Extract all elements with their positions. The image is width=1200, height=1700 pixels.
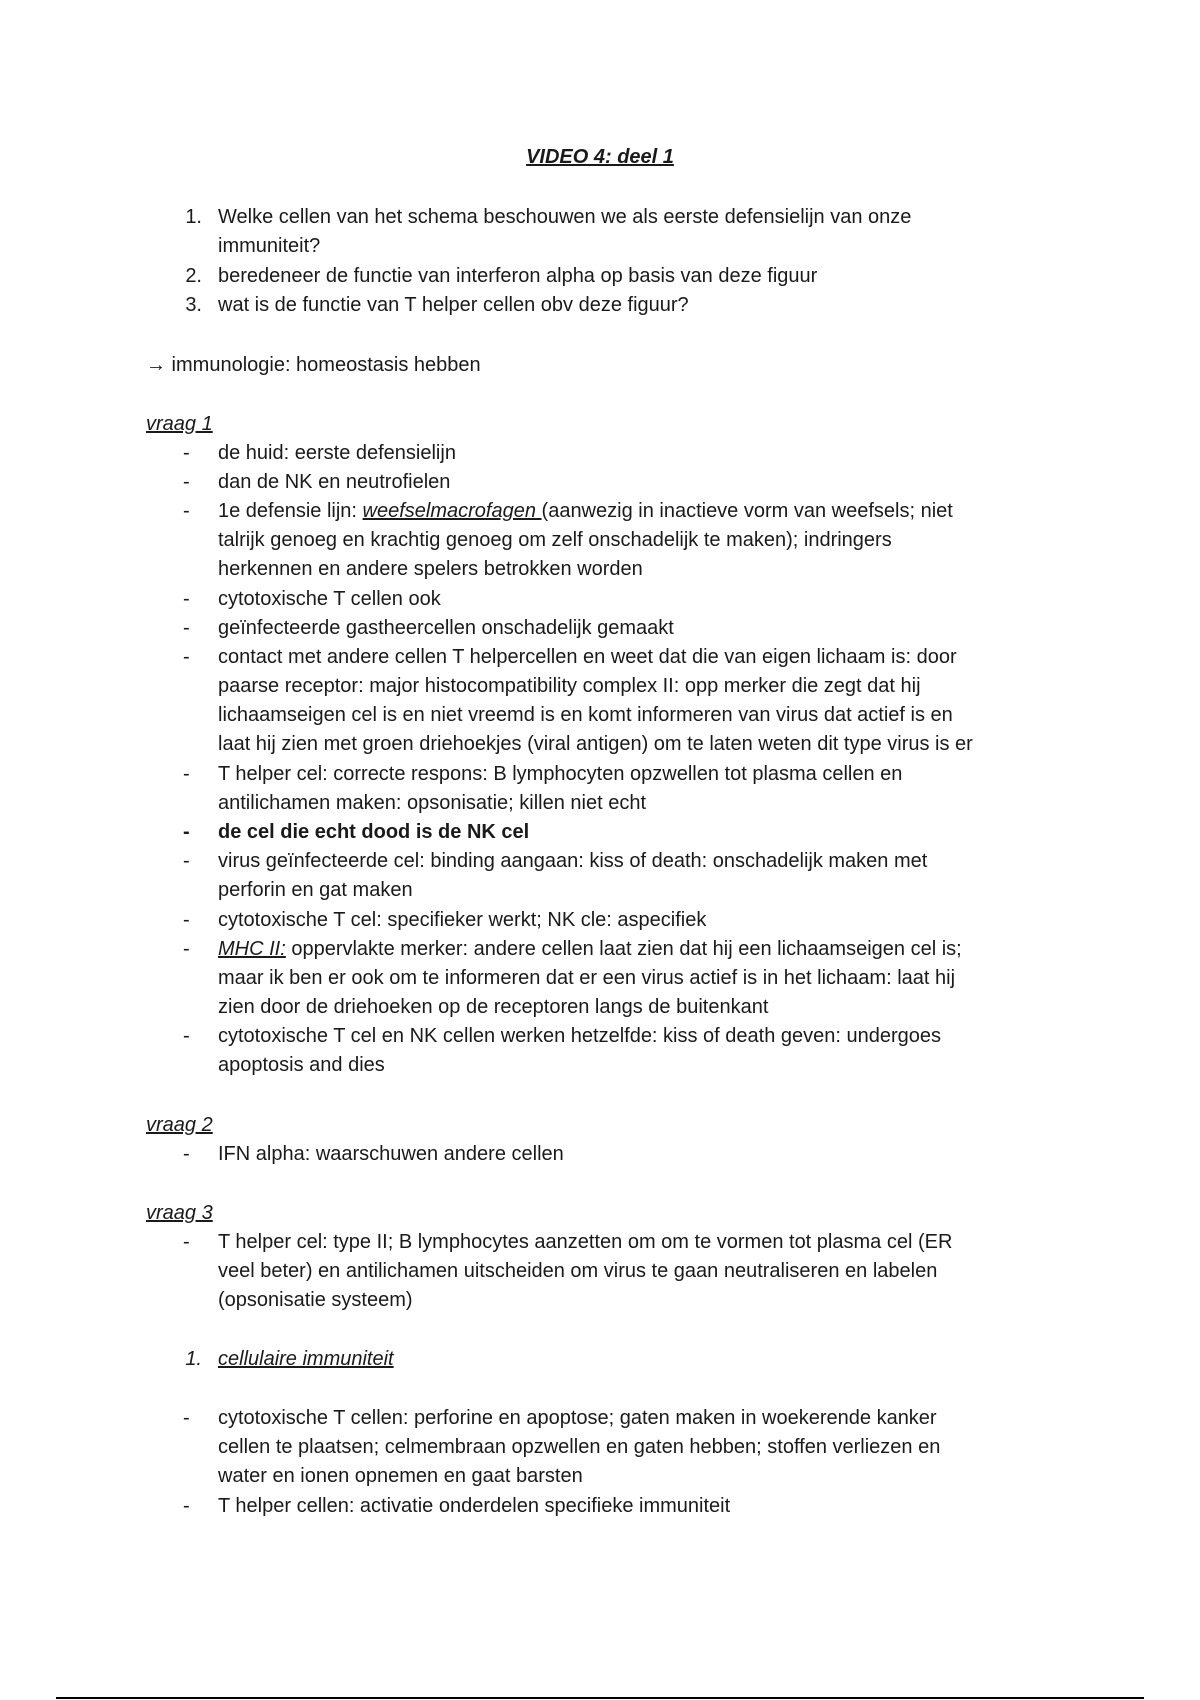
question-number: 1. — [185, 206, 202, 228]
bullet-dash: - — [183, 646, 190, 668]
question-line: beredeneer de functie van interferon alpha op basis van deze figuur — [218, 265, 818, 287]
subsection-number: 1. — [185, 1348, 202, 1370]
page-bottom-divider — [56, 1697, 1144, 1699]
question-line: Welke cellen van het schema beschouwen we als eerste defensielijn van onze — [218, 206, 912, 228]
bullet-text: laat hij zien met groen driehoekjes (viral antigen) om te laten weten dit type virus is er — [218, 733, 973, 755]
bullet-text — [218, 935, 962, 964]
intro-line: → immunologie: homeostasis hebben — [146, 354, 481, 376]
bullet-text-bold: de cel die echt dood is de NK cel — [218, 821, 530, 843]
bullet-dash: - — [183, 1143, 190, 1165]
bullet-dash: - — [183, 821, 190, 843]
bullet-text: cytotoxische T cellen: perforine en apoptose; gaten maken in woekerende kanker — [218, 1407, 937, 1429]
bullet-text: T helper cel: type II; B lymphocytes aanzetten om om te vormen tot plasma cel (ER — [218, 1231, 953, 1253]
bullet-text: geïnfecteerde gastheercellen onschadelijk gemaakt — [218, 617, 674, 639]
bullet-text: de huid: eerste defensielijn — [218, 442, 456, 464]
bullet-dash: - — [183, 909, 190, 931]
page-title: VIDEO 4: deel 1 — [526, 146, 674, 168]
question-number: 3. — [185, 294, 202, 316]
bullet-text: herkennen en andere spelers betrokken worden — [218, 558, 643, 580]
bullet-text-part: 1e defensie lijn: — [218, 500, 363, 522]
section-heading: vraag 1 — [146, 413, 213, 435]
bullet-dash: - — [183, 588, 190, 610]
emphasis-term: MHC II: — [218, 938, 286, 960]
section-heading: vraag 3 — [146, 1202, 213, 1224]
bullet-dash: - — [183, 763, 190, 785]
bullet-dash: - — [183, 500, 190, 522]
bullet-text: IFN alpha: waarschuwen andere cellen — [218, 1143, 564, 1165]
bullet-text: cellen te plaatsen; celmembraan opzwellen en gaten hebben; stoffen verliezen en — [218, 1436, 941, 1458]
bullet-text: paarse receptor: major histocompatibility complex II: opp merker die zegt dat hij — [218, 675, 921, 697]
emphasis-term: weefselmacrofagen — [362, 500, 542, 522]
bullet-text: contact met andere cellen T helpercellen en weet dat die van eigen lichaam is: door — [218, 646, 957, 668]
bullet-dash: - — [183, 1495, 190, 1517]
bullet-dash: - — [183, 442, 190, 464]
question-line: immuniteit? — [218, 235, 321, 257]
bullet-text: talrijk genoeg en krachtig genoeg om zelf onschadelijk te maken); indringers — [218, 529, 892, 551]
bullet-text: lichaamseigen cel is en niet vreemd is en komt informeren van virus dat actief is en — [218, 704, 953, 726]
section-heading: vraag 2 — [146, 1114, 213, 1136]
bullet-text: (opsonisatie systeem) — [218, 1289, 413, 1311]
bullet-dash: - — [183, 617, 190, 639]
bullet-dash: - — [183, 471, 190, 493]
bullet-text: virus geïnfecteerde cel: binding aangaan: kiss of death: onschadelijk maken met — [218, 850, 928, 872]
question-number: 2. — [185, 265, 202, 287]
bullet-text: water en ionen opnemen en gaat barsten — [218, 1465, 583, 1487]
bullet-text: dan de NK en neutrofielen — [218, 471, 451, 493]
bullet-text-part: oppervlakte merker: andere cellen laat zien dat hij een lichaamseigen cel is; — [285, 938, 962, 960]
bullet-text: zien door de driehoeken op de receptoren langs de buitenkant — [218, 996, 769, 1018]
bullet-dash: - — [183, 938, 190, 960]
bullet-text-part: (aanwezig in inactieve vorm van weefsels; niet — [541, 500, 953, 522]
bullet-dash: - — [183, 1407, 190, 1429]
bullet-text: cytotoxische T cel: specifieker werkt; NK cle: aspecifiek — [218, 909, 707, 931]
bullet-text: maar ik ben er ook om te informeren dat er een virus actief is in het lichaam: laat hij — [218, 967, 956, 989]
bullet-text — [218, 497, 953, 526]
bullet-text: veel beter) en antilichamen uitscheiden om virus te gaan neutraliseren en labelen — [218, 1260, 938, 1282]
bullet-text: cytotoxische T cellen ook — [218, 588, 441, 610]
bullet-text: antilichamen maken: opsonisatie; killen niet echt — [218, 792, 647, 814]
bullet-text: T helper cel: correcte respons: B lymphocyten opzwellen tot plasma cellen en — [218, 763, 903, 785]
bullet-text: cytotoxische T cel en NK cellen werken hetzelfde: kiss of death geven: undergoes — [218, 1025, 942, 1047]
bullet-dash: - — [183, 850, 190, 872]
bullet-dash: - — [183, 1231, 190, 1253]
bullet-text: perforin en gat maken — [218, 879, 413, 901]
bullet-text: apoptosis and dies — [218, 1054, 385, 1076]
bullet-dash: - — [183, 1025, 190, 1047]
bullet-text: T helper cellen: activatie onderdelen specifieke immuniteit — [218, 1495, 731, 1517]
question-line: wat is de functie van T helper cellen obv deze figuur? — [218, 294, 689, 316]
subsection-heading: cellulaire immuniteit — [218, 1348, 394, 1370]
